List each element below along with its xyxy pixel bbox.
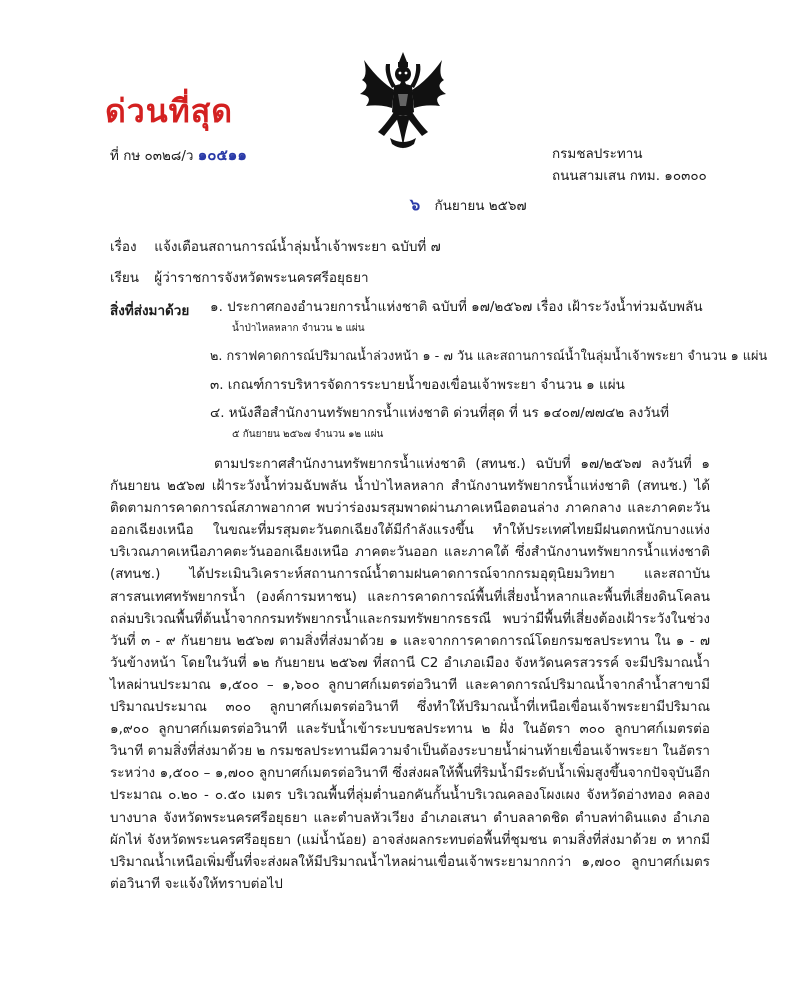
- reference-number-handwritten: ๑๐๕๑๑: [197, 146, 247, 164]
- enclosure-line: ๑. ประกาศกองอำนวยการน้ำแห่งชาติ ฉบับที่ ๑๗/๒๕๖๗ เรื่อง เฝ้าระวังน้ำท่วมฉับพลัน: [210, 299, 703, 315]
- enclosures-label: สิ่งที่ส่งมาด้วย: [110, 303, 190, 319]
- date-day-handwritten: ๖: [410, 195, 421, 214]
- subject-label: เรื่อง: [110, 239, 137, 255]
- enclosure-line: ๒. กราฟคาดการณ์ปริมาณน้ำล่วงหน้า ๑ - ๗ วัน และสถานการณ์น้ำในลุ่มน้ำเจ้าพระยา จำนวน ๑ แผ่น: [210, 349, 768, 364]
- enclosures-list: [210, 296, 770, 452]
- letter-body: [110, 453, 710, 895]
- enclosure-item: [210, 346, 770, 368]
- enclosure-line-continued: น้ำป่าไหลหลาก จำนวน ๒ แผ่น: [232, 323, 365, 334]
- enclosure-item: [210, 296, 770, 340]
- document-reference: [110, 143, 247, 167]
- recipient-line: [110, 266, 369, 288]
- agency-name: กรมชลประทาน: [552, 146, 643, 162]
- date-month-year: กันยายน ๒๕๖๗: [434, 198, 527, 214]
- subject-text: แจ้งเตือนสถานการณ์น้ำลุ่มน้ำเจ้าพระยา ฉบับที่ ๗: [154, 239, 441, 255]
- body-paragraph: ตามประกาศสำนักงานทรัพยากรน้ำแห่งชาติ (สทนช.) ฉบับที่ ๑๗/๒๕๖๗ ลงวันที่ ๑ กันยายน ๒๕๖๗ เฝ้าระวังน้ำท่วมฉับพลัน น้ำป่าไหลหลาก สำนักงานทรัพยากรน้ำแห่งชาติ (สทนช.) ได้ติดตามการคาดการณ์สภาพอากาศ พบว่าร่องมรสุมพาดผ่านภาคเหนือตอนล่าง ภาคกลาง และภาคตะวันออกเฉียงเหนือ ในขณะที่มรสุมตะวันตกเฉียงใต้มีกำลังแรงขึ้น ทำให้ประเทศไทยมีฝนตกหนักบางแห่งบริเวณภาคเหนือภาคตะวันออกเฉียงเหนือ ภาคตะวันออก และภาคใต้ ซึ่งสำนักงานทรัพยากรน้ำแห่งชาติ (สทนช.) ได้ประเมินวิเคราะห์สถานการณ์น้ำตามฝนคาดการณ์จากกรมอุตุนิยมวิทยา และสถาบันสารสนเทศทรัพยากรน้ำ (องค์การมหาชน) และการคาดการณ์พื้นที่เสี่ยงน้ำหลากและพื้นที่เสี่ยงดินโคลนถล่มบริเวณพื้นที่ต้นน้ำจากกรมทรัพยากรน้ำและกรมทรัพยากรธรณี พบว่ามีพื้นที่เสี่ยงต้องเฝ้าระวังในช่วงวันที่ ๓ - ๙ กันยายน ๒๕๖๗ ตามสิ่งที่ส่งมาด้วย ๑ และจากการคาดการณ์โดยกรมชลประทาน ใน ๑ - ๗ วันข้างหน้า โดยในวันที่ ๑๒ กันยายน ๒๕๖๗ ที่สถานี C2 อำเภอเมือง จังหวัดนครสวรรค์ จะมีปริมาณน้ำไหลผ่านประมาณ ๑,๕๐๐ – ๑,๖๐๐ ลูกบาศก์เมตรต่อวินาที และคาดการณ์ปริมาณน้ำจากลำน้ำสาขามีปริมาณประมาณ ๓๐๐ ลูกบาศก์เมตรต่อวินาที ซึ่งทำให้ปริมาณน้ำที่เหนือเขื่อนเจ้าพระยามีปริมาณ ๑,๙๐๐ ลูกบาศก์เมตรต่อวินาที และรับน้ำเข้าระบบชลประทาน ๒ ฝั่ง ในอัตรา ๓๐๐ ลูกบาศก์เมตรต่อวินาที ตามสิ่งที่ส่งมาด้วย ๒ กรมชลประทานมีความจำเป็นต้องระบายน้ำผ่านท้ายเขื่อนเจ้าพระยา ในอัตราระหว่าง ๑,๕๐๐ – ๑,๗๐๐ ลูกบาศก์เมตรต่อวินาที ซึ่งส่งผลให้พื้นที่ริมน้ำมีระดับน้ำเพิ่มสูงขึ้นจากปัจจุบันอีกประมาณ ๐.๒๐ - ๐.๕๐ เมตร บริเวณพื้นที่ลุ่มต่ำนอกคันกั้นน้ำบริเวณคลองโผงเผง จังหวัดอ่างทอง คลองบางบาล จังหวัดพระนครศรีอยุธยา และตำบลหัวเวียง อำเภอเสนา ตำบลลาดชิด ตำบลท่าดินแดง อำเภอผักไห่ จังหวัดพระนครศรีอยุธยา (แม่น้ำน้อย) อาจส่งผลกระทบต่อพื้นที่ชุมชน ตามสิ่งที่ส่งมาด้วย ๓ หากมีปริมาณน้ำเหนือเพิ่มขึ้นที่จะส่งผลให้มีปริมาณน้ำไหลผ่านเขื่อนเจ้าพระยามากกว่า ๑,๗๐๐ ลูกบาศก์เมตรต่อวินาที จะแจ้งให้ทราบต่อไป: [110, 456, 710, 892]
- enclosure-line: ๓. เกณฑ์การบริหารจัดการระบายน้ำของเขื่อนเจ้าพระยา จำนวน ๑ แผ่น: [210, 377, 625, 393]
- enclosure-item: [210, 374, 770, 396]
- subject-line: [110, 235, 441, 257]
- agency-address: ถนนสามเสน กทม. ๑๐๓๐๐: [552, 168, 707, 184]
- recipient-label: เรียน: [110, 270, 140, 286]
- recipient-text: ผู้ว่าราชการจังหวัดพระนครศรีอยุธยา: [154, 270, 369, 286]
- reference-prefix: ที่ กษ ๐๓๒๘/ว: [110, 148, 194, 164]
- enclosure-line-continued: ๕ กันยายน ๒๕๖๗ จำนวน ๑๒ แผ่น: [232, 429, 384, 440]
- enclosure-line: ๔. หนังสือสำนักงานทรัพยากรน้ำแห่งชาติ ด่วนที่สุด ที่ นร ๑๔๐๗/๗๗๔๒ ลงวันที่: [210, 405, 669, 421]
- letter-date: [410, 193, 527, 218]
- agency-block: [552, 143, 707, 187]
- enclosure-item: [210, 402, 770, 446]
- garuda-emblem-icon: [356, 50, 450, 154]
- urgency-stamp: ด่วนที่สุด: [105, 92, 234, 130]
